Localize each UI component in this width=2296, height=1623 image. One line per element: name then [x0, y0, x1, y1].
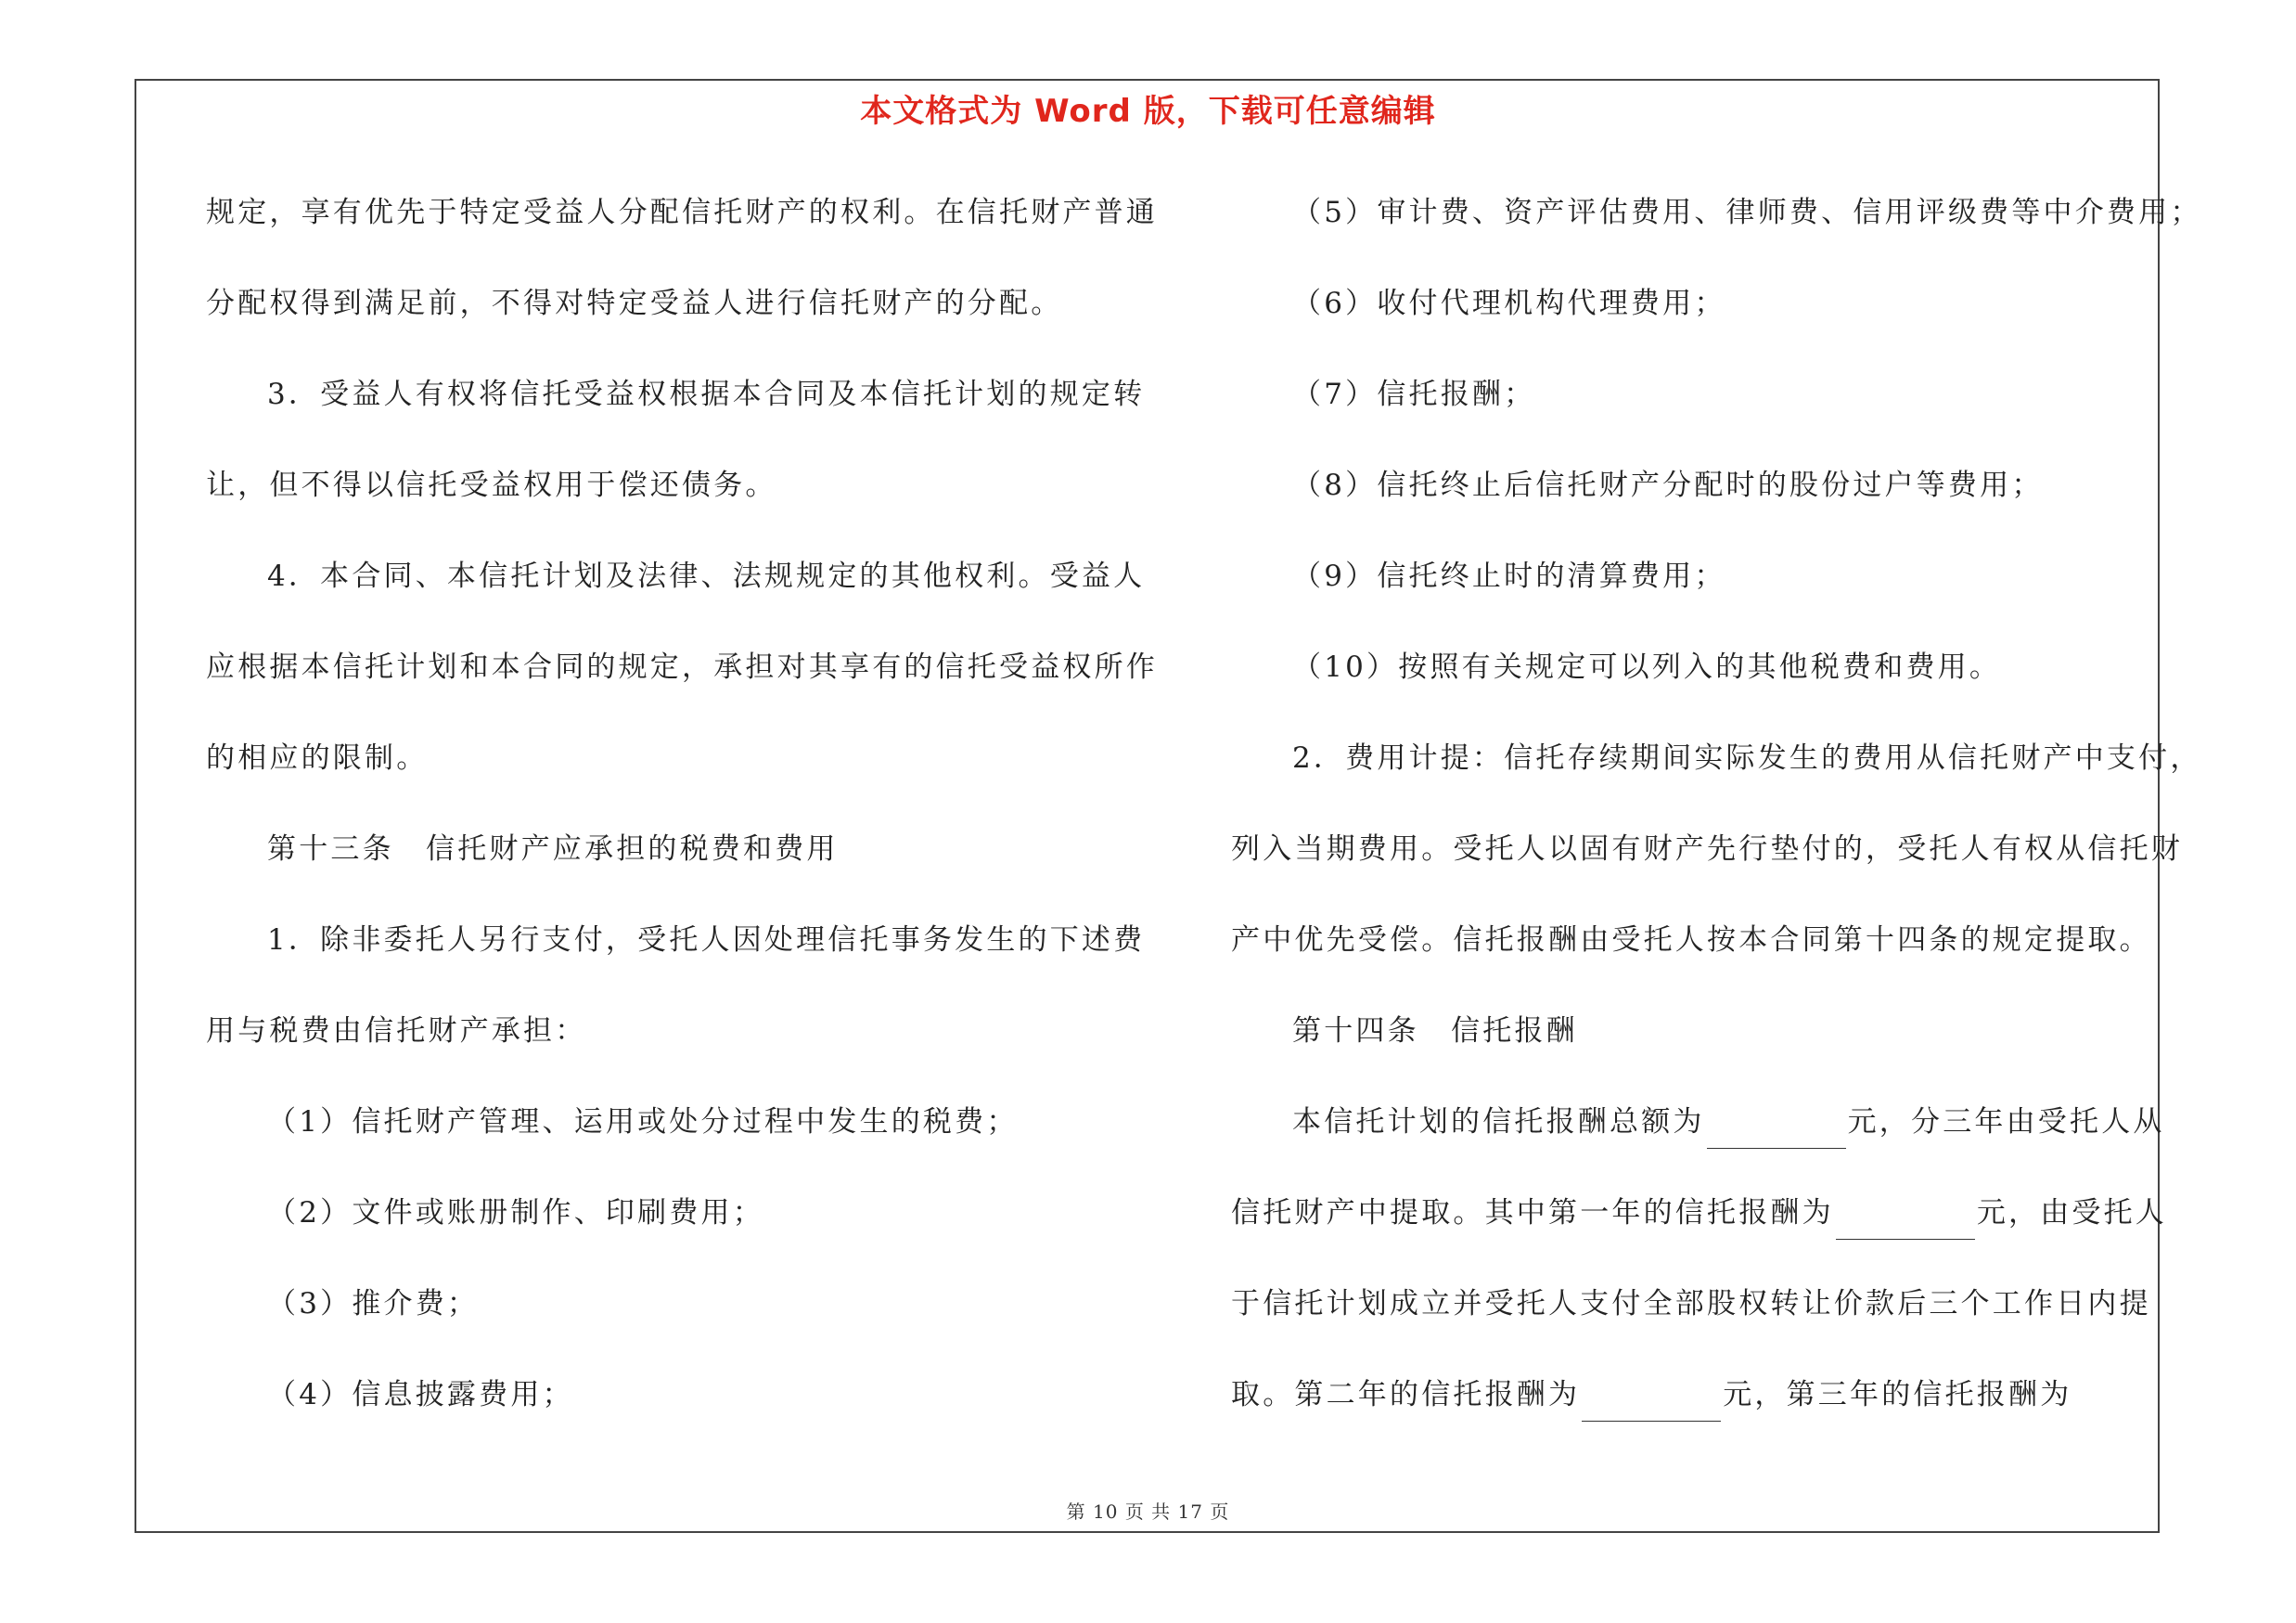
word-format-banner: 本文格式为 Word 版，下载可任意编辑: [860, 93, 1436, 130]
page-number-footer: 第 10 页 共 17 页: [1066, 1501, 1230, 1523]
paragraph-line: 规定，享有优先于特定受益人分配信托财产的权利。在信托财产普通: [206, 196, 1158, 229]
text-segment: 取。第二年的信托报酬为: [1231, 1378, 1581, 1411]
list-item: （10）按照有关规定可以列入的其他税费和费用。: [1292, 650, 2002, 684]
paragraph-line: 2．费用计提：信托存续期间实际发生的费用从信托财产中支付，: [1292, 741, 2202, 775]
fill-in-blank: [1707, 1111, 1846, 1149]
text-segment: 元，由受托人: [1976, 1196, 2168, 1230]
list-item: （1）信托财产管理、运用或处分过程中发生的税费；: [267, 1105, 1019, 1139]
article-heading: 第十三条 信托财产应承担的税费和费用: [267, 832, 839, 866]
paragraph-line: 应根据本信托计划和本合同的规定，承担对其享有的信托受益权所作: [206, 650, 1158, 684]
paragraph-line: [1231, 1186, 2168, 1277]
paragraph-line: 列入当期费用。受托人以固有财产先行垫付的，受托人有权从信托财: [1231, 832, 2183, 866]
paragraph-line: 产中优先受偿。信托报酬由受托人按本合同第十四条的规定提取。: [1231, 923, 2151, 957]
fill-in-blank: [1836, 1202, 1975, 1240]
paragraph-line: 1．除非委托人另行支付，受托人因处理信托事务发生的下述费: [267, 923, 1146, 957]
list-item: （2）文件或账册制作、印刷费用；: [267, 1196, 764, 1230]
text-segment: 信托财产中提取。其中第一年的信托报酬为: [1231, 1196, 1834, 1230]
text-segment: 元，第三年的信托报酬为: [1723, 1378, 2072, 1411]
paragraph-line: 4．本合同、本信托计划及法律、法规规定的其他权利。受益人: [267, 560, 1146, 593]
list-item: （5）审计费、资产评估费用、律师费、信用评级费等中介费用；: [1292, 196, 2202, 229]
list-item: （7）信托报酬；: [1292, 378, 1536, 411]
list-item: （9）信托终止时的清算费用；: [1292, 560, 1726, 593]
list-item: （6）收付代理机构代理费用；: [1292, 287, 1726, 320]
text-segment: 本信托计划的信托报酬总额为: [1292, 1105, 1705, 1139]
fill-in-blank: [1582, 1384, 1721, 1422]
list-item: （8）信托终止后信托财产分配时的股份过户等费用；: [1292, 469, 2044, 502]
text-segment: 元，分三年由受托人从: [1847, 1105, 2165, 1139]
paragraph-line: 3．受益人有权将信托受益权根据本合同及本信托计划的规定转: [267, 378, 1146, 411]
paragraph-line: 让，但不得以信托受益权用于偿还债务。: [206, 469, 777, 502]
paragraph-line: 分配权得到满足前，不得对特定受益人进行信托财产的分配。: [206, 287, 1063, 320]
article-heading: 第十四条 信托报酬: [1292, 1014, 1578, 1048]
paragraph-line: 的相应的限制。: [206, 741, 429, 775]
paragraph-line: [1231, 1368, 2159, 1459]
paragraph-line: 于信托计划成立并受托人支付全部股权转让价款后三个工作日内提: [1231, 1287, 2151, 1320]
paragraph-line: [1231, 1095, 2165, 1186]
list-item: （3）推介费；: [267, 1287, 480, 1320]
list-item: （4）信息披露费用；: [267, 1378, 574, 1411]
right-column: [1231, 186, 2202, 1459]
left-column: [206, 186, 1158, 1459]
paragraph-line: 用与税费由信托财产承担：: [206, 1014, 587, 1048]
